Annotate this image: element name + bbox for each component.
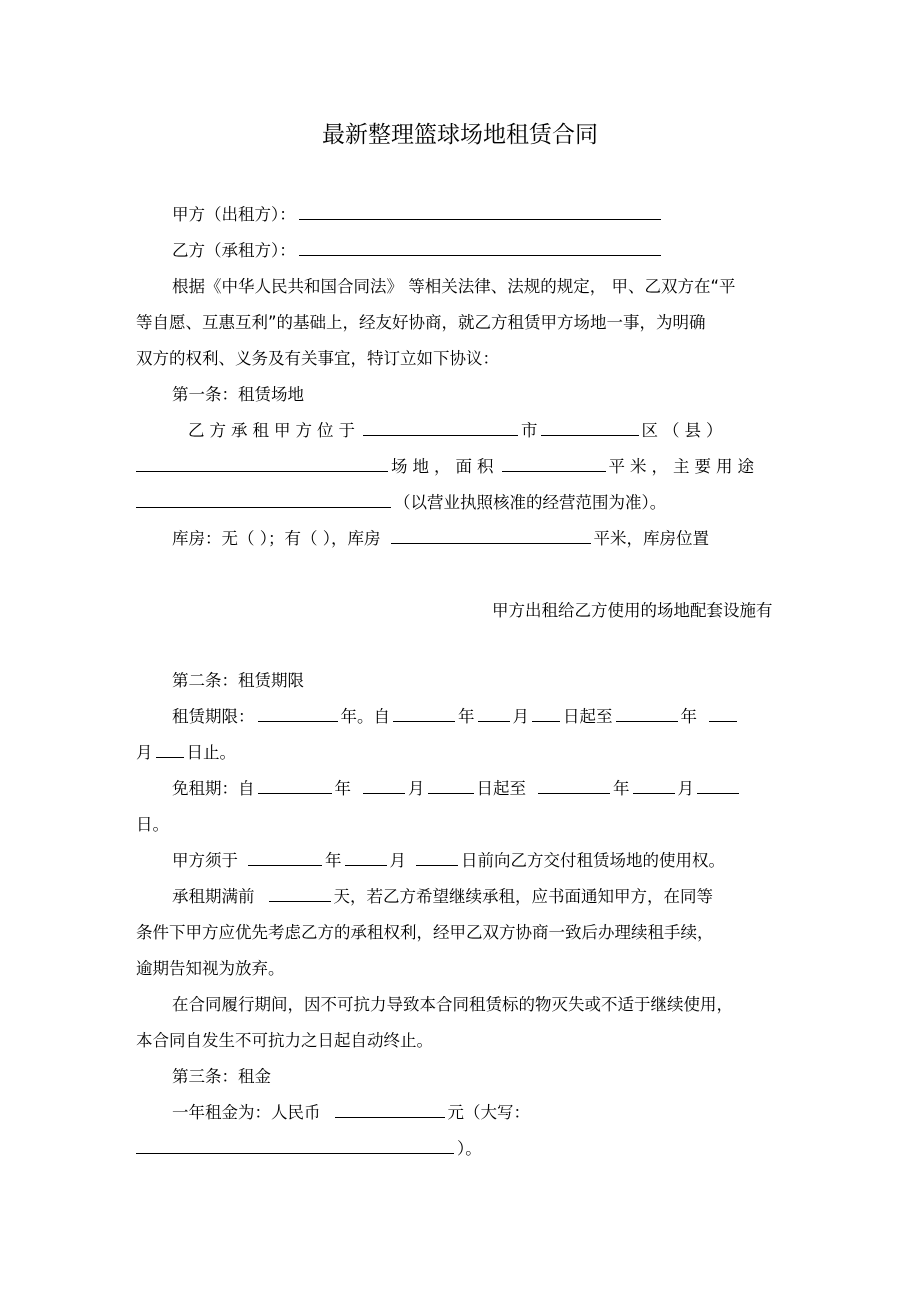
delivery-line xyxy=(172,848,725,874)
delivery-label: 甲方须于 xyxy=(172,851,238,870)
rent-label: 一年租金为：人民币 xyxy=(172,1103,321,1122)
free-period-line xyxy=(172,776,742,802)
free-start-month-blank xyxy=(363,776,405,794)
storage-label: 库房：无（ ）；有（ ），库房 xyxy=(172,529,381,548)
start-month-blank xyxy=(478,704,510,722)
city-blank xyxy=(363,418,518,436)
delivery-text: 日前向乙方交付租赁场地的使用权。 xyxy=(461,851,725,870)
usage-blank xyxy=(136,490,391,508)
delivery-year-blank xyxy=(248,848,322,866)
party-a-line xyxy=(172,202,664,228)
preamble-line-3: 双方的权利、义务及有关事宜，特订立如下协议： xyxy=(136,349,499,368)
rent-line xyxy=(172,1100,530,1126)
renew-label: 承租期满前 xyxy=(172,887,255,906)
term-years-blank xyxy=(258,704,338,722)
start-day-label: 日起至 xyxy=(563,707,613,726)
free-start-month-label: 月 xyxy=(408,779,425,798)
article1-heading: 第一条：租赁场地 xyxy=(172,385,304,404)
free-start-year-label: 年 xyxy=(334,779,351,798)
article1-line-2 xyxy=(136,454,759,480)
location-label: 乙方承租甲方位于 xyxy=(188,421,360,440)
end-year-blank xyxy=(616,704,678,722)
free-start-day-label: 日起至 xyxy=(476,779,526,798)
article3-heading: 第三条：租金 xyxy=(172,1067,271,1086)
scope-note: （以营业执照核准的经营范围为准）。 xyxy=(394,493,667,512)
area-label: 场地，面积 xyxy=(391,457,499,476)
free-start-day-blank xyxy=(428,776,474,794)
end-day-label: 日止。 xyxy=(186,743,236,762)
delivery-month-blank xyxy=(345,848,387,866)
free-end-month-blank xyxy=(633,776,675,794)
free-period-end-line: 日。 xyxy=(136,815,169,834)
page-title: 最新整理篮球场地租赁合同 xyxy=(322,122,598,148)
rent-end-text: ）。 xyxy=(457,1139,482,1158)
renew-line-1 xyxy=(172,884,713,910)
party-b-label: 乙方（承租方）： xyxy=(172,241,296,260)
rent-end-line xyxy=(136,1136,482,1162)
article2-heading: 第二条：租赁期限 xyxy=(172,671,304,690)
free-end-day-blank xyxy=(697,776,739,794)
term-label: 租赁期限： xyxy=(172,707,255,726)
article1-line-3 xyxy=(136,490,666,516)
delivery-day-blank xyxy=(416,848,458,866)
rent-uppercase-blank xyxy=(136,1136,454,1154)
party-b-blank xyxy=(299,238,661,256)
term-year-from: 年。自 xyxy=(340,707,390,726)
start-day-blank xyxy=(532,704,560,722)
free-start-year-blank xyxy=(258,776,332,794)
party-b-line xyxy=(172,238,664,264)
delivery-month-label: 月 xyxy=(389,851,406,870)
usage-label: 平米，主要用途 xyxy=(608,457,759,476)
term-end-line xyxy=(136,740,236,766)
storage-area-blank xyxy=(391,526,591,544)
renew-line-3: 逾期告知视为放弃。 xyxy=(136,959,285,978)
preamble-line-1: 根据《中华人民共和国合同法》 等相关法律、法规的规定， 甲、乙双方在“平 xyxy=(172,277,736,296)
city-label: 市 xyxy=(521,421,538,440)
storage-location-label: 平米，库房位置 xyxy=(593,529,709,548)
area-blank xyxy=(502,454,606,472)
rent-amount-blank xyxy=(335,1100,445,1118)
preamble-line-2: 等自愿、互惠互利”的基础上，经友好协商，就乙方租赁甲方场地一事，为明确 xyxy=(136,313,706,332)
party-a-blank xyxy=(299,202,661,220)
free-end-year-blank xyxy=(538,776,610,794)
end-month-label: 月 xyxy=(136,743,153,762)
site-name-blank xyxy=(136,454,388,472)
start-year-label: 年 xyxy=(458,707,475,726)
rent-uppercase-label: 元（大写： xyxy=(447,1103,530,1122)
term-line xyxy=(172,704,740,730)
renew-days-blank xyxy=(269,884,331,902)
end-month-blank-a xyxy=(709,704,737,722)
free-end-year-label: 年 xyxy=(613,779,630,798)
end-day-blank xyxy=(156,740,184,758)
delivery-year-label: 年 xyxy=(325,851,342,870)
storage-line xyxy=(172,526,709,552)
article1-line-1 xyxy=(188,418,728,444)
end-year-label: 年 xyxy=(680,707,697,726)
facilities-line: 甲方出租给乙方使用的场地配套设施有 xyxy=(492,601,773,620)
force-majeure-line-2: 本合同自发生不可抗力之日起自动终止。 xyxy=(136,1031,433,1050)
free-period-label: 免租期：自 xyxy=(172,779,255,798)
start-year-blank xyxy=(393,704,455,722)
renew-text: 天，若乙方希望继续承租，应书面通知甲方，在同等 xyxy=(333,887,713,906)
force-majeure-line-1: 在合同履行期间，因不可抗力导致本合同租赁标的物灭失或不适于继续使用， xyxy=(172,995,733,1014)
district-blank xyxy=(541,418,639,436)
free-end-month-label: 月 xyxy=(677,779,694,798)
party-a-label: 甲方（出租方）： xyxy=(172,205,296,224)
renew-line-2: 条件下甲方应优先考虑乙方的承租权利，经甲乙双方协商一致后办理续租手续， xyxy=(136,923,714,942)
start-month-label: 月 xyxy=(512,707,529,726)
district-label: 区（县） xyxy=(641,421,728,440)
